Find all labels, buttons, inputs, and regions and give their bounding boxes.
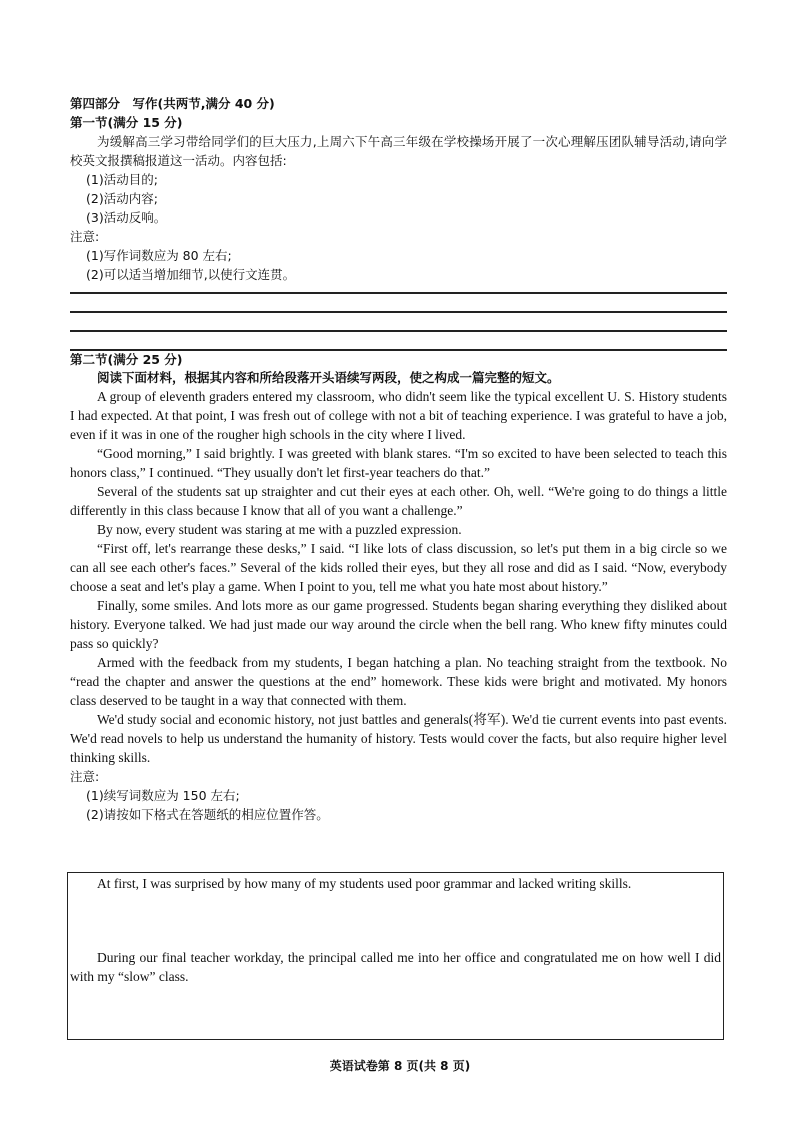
note-item: (2)可以适当增加细节,以使行文连贯。	[86, 267, 296, 282]
part-title: 第四部分 写作(共两节,满分 40 分)	[70, 96, 275, 111]
passage-paragraph: “Good morning,” I said brightly. I was greeted with blank stares. “I'm so excited to have been selected to teach this honors class,” I continued. “They usually don't let first-year teachers do that.”	[70, 445, 727, 480]
section2-instruction: 阅读下面材料，根据其内容和所给段落开头语续写两段，使之构成一篇完整的短文。	[97, 369, 560, 385]
passage-paragraph: Armed with the feedback from my students, I began hatching a plan. No teaching straight from the textbook. No “read the chapter and answer the questions at the end” homework. These kids were bright and motivated. My honors class deserved to be taught in a way that connected with them.	[70, 654, 727, 708]
section1-prompt: 为缓解高三学习带给同学们的巨大压力,上周六下午高三年级在学校操场开展了一次心理解压团队辅导活动,请向学校英文报撰稿报道这一活动。内容包括:	[70, 134, 727, 168]
section1-title: 第一节(满分 15 分)	[70, 115, 183, 130]
page-footer: 英语试卷第 8 页(共 8 页)	[329, 1059, 471, 1073]
writing-line	[70, 311, 727, 313]
passage-paragraph: We'd study social and economic history, not just battles and generals(将军). We'd tie current events into past events. We'd read novels to help us understand the humanity of history. Tests would cover the facts, but also require higher level thinking skills.	[70, 711, 727, 765]
passage-paragraph: Finally, some smiles. And lots more as our game progressed. Students began sharing everything they disliked about history. Everyone talked. We had just made our way around the circle when the bell rang. Who knew fifty minutes could pass so quickly?	[70, 597, 727, 651]
note-item: (2)请按如下格式在答题纸的相应位置作答。	[86, 806, 329, 822]
paragraph-opening-1: At first, I was surprised by how many of my students used poor grammar and lacked writing skills.	[97, 876, 632, 891]
passage-paragraph: Several of the students sat up straighter and cut their eyes at each other. Oh, well. “We're going to do things a little differently in this class because I know that all of you want a challenge.”	[70, 483, 727, 518]
note-item: (1)写作词数应为 80 左右;	[86, 248, 232, 263]
paragraph-opening-2: During our final teacher workday, the principal called me into her office and congratulated me on how well I did with my “slow” class.	[70, 950, 721, 984]
note-label: 注意:	[70, 229, 100, 244]
note-label: 注意:	[70, 768, 100, 784]
passage-paragraph: “First off, let's rearrange these desks,” I said. “I like lots of class discussion, so let's put them in a big circle so we can all see each other's faces.” Several of the kids rolled their eyes, but they all rose and did as I said. “Now, everybody choose a seat and let's play a game. When I point to you, tell me what you hate most about history.”	[70, 540, 727, 594]
passage-paragraph: A group of eleventh graders entered my classroom, who didn't seem like the typical excellent U. S. History students I had expected. At that point, I was fresh out of college with not a bit of teaching experience. I was grateful to have a job, even if it was in one of the rougher high schools in the city where I lived.	[70, 388, 727, 442]
passage-paragraph: By now, every student was staring at me with a puzzled expression.	[97, 521, 462, 537]
exam-page	[70, 94, 727, 824]
note-item: (1)续写词数应为 150 左右;	[86, 787, 240, 803]
writing-line	[70, 292, 727, 294]
content-item: (2)活动内容;	[86, 191, 158, 206]
section2-title: 第二节(满分 25 分)	[70, 351, 183, 367]
writing-line	[70, 330, 727, 332]
answer-box	[67, 872, 724, 1040]
content-item: (1)活动目的;	[86, 172, 158, 187]
writing-lines	[70, 292, 727, 351]
content-item: (3)活动反响。	[86, 210, 167, 225]
